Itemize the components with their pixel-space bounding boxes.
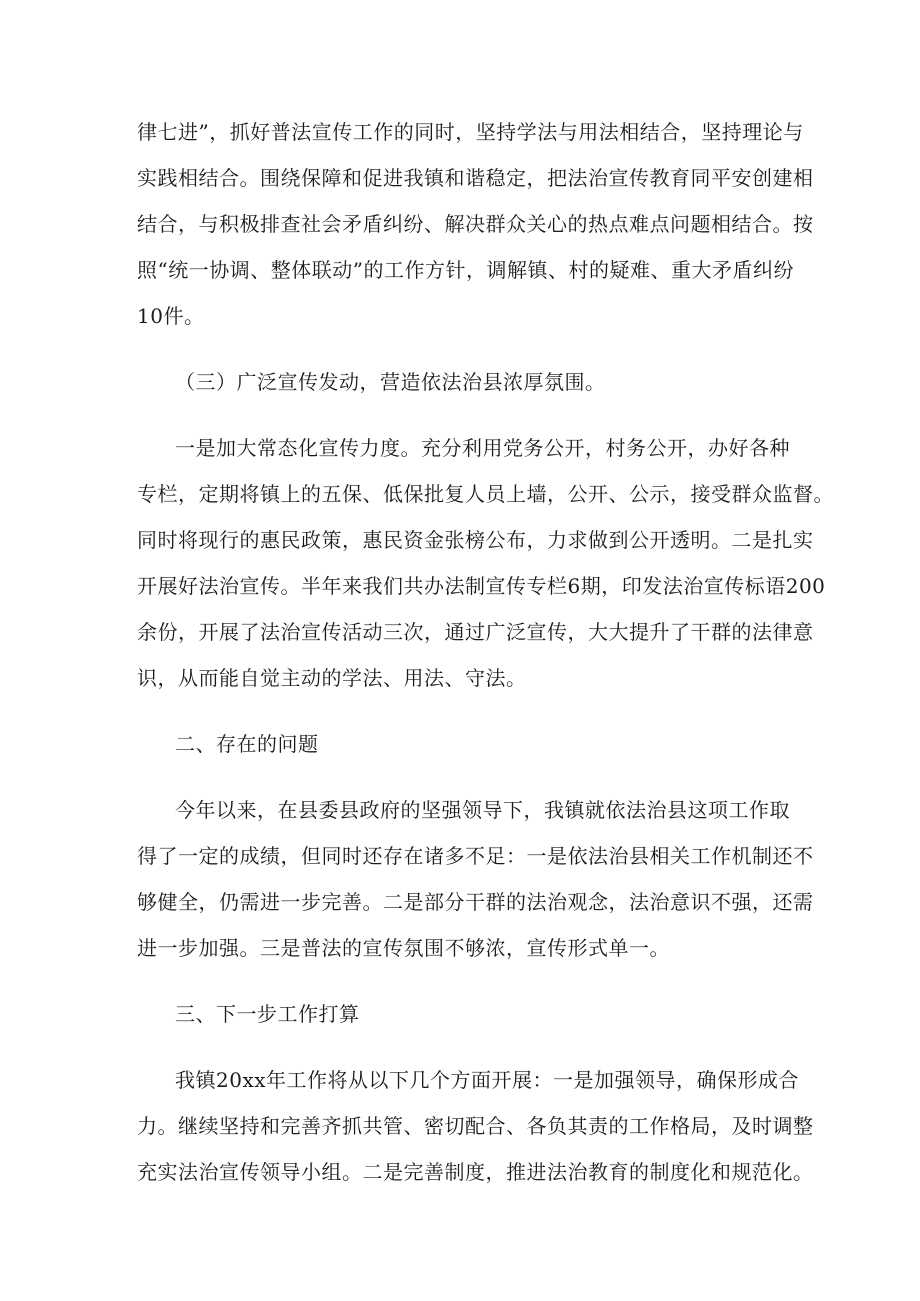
text-line: 今年以来，在县委县政府的坚强领导下，我镇就依法治县这项工作取 [175,798,790,822]
text-line: 照“统一协调、整体联动”的工作方针，调解镇、村的疑难、重大矛盾纠纷 [137,258,794,282]
text-line: （三）广泛宣传发动，营造依法治县浓厚氛围。 [175,370,606,394]
section-heading [137,721,789,767]
text-line: 专栏，定期将镇上的五保、低保批复人员上墙，公开、公示，接受群众监督。 [137,482,834,506]
text-line: 力。继续坚持和完善齐抓共管、密切配合、各负其责的工作格局，及时调整 [137,1114,814,1138]
text-line: 充实法治宣传领导小组。二是完善制度，推进法治教育的制度化和规范化。 [137,1160,814,1184]
text-line: 我镇20xx年工作将从以下几个方面开展：一是加强领导，确保形成合 [175,1068,800,1092]
text-line: 开展好法治宣传。半年来我们共办法制宣传专栏6期，印发法治宣传标语200 [137,574,826,598]
section-heading [137,991,789,1037]
text-line: 同时将现行的惠民政策，惠民资金张榜公布，力求做到公开透明。二是扎实 [137,528,814,552]
document-body [137,109,834,1195]
text-line: 进一步加强。三是普法的宣传氛围不够浓，宣传形式单一。 [137,936,670,960]
text-line: 余份，开展了法治宣传活动三次，通过广泛宣传，大大提升了干群的法律意 [137,620,814,644]
text-line: 结合，与积极排查社会矛盾纠纷、解决群众关心的热点难点问题相结合。按 [137,212,814,236]
text-line: 得了一定的成绩，但同时还存在诸多不足：一是依法治县相关工作机制还不 [137,844,814,868]
text-line: 够健全，仍需进一步完善。二是部分干群的法治观念，法治意识不强，还需 [137,890,814,914]
text-line: 10件。 [137,304,205,328]
text-line: 识，从而能自觉主动的学法、用法、守法。 [137,666,527,690]
text-line: 实践相结合。围绕保障和促进我镇和谐稳定，把法治宣传教育同平安创建相 [137,166,814,190]
text-line: 一是加大常态化宣传力度。充分利用党务公开，村务公开，办好各种 [175,436,790,460]
text-line: 律七进”，抓好普法宣传工作的同时，坚持学法与用法相结合，坚持理论与 [137,120,804,144]
section-heading [137,359,789,405]
paragraph [137,1057,814,1195]
paragraph [137,787,814,971]
paragraph [137,425,834,701]
paragraph [137,109,814,339]
text-line: 二、存在的问题 [175,732,319,756]
text-line: 三、下一步工作打算 [175,1002,360,1026]
